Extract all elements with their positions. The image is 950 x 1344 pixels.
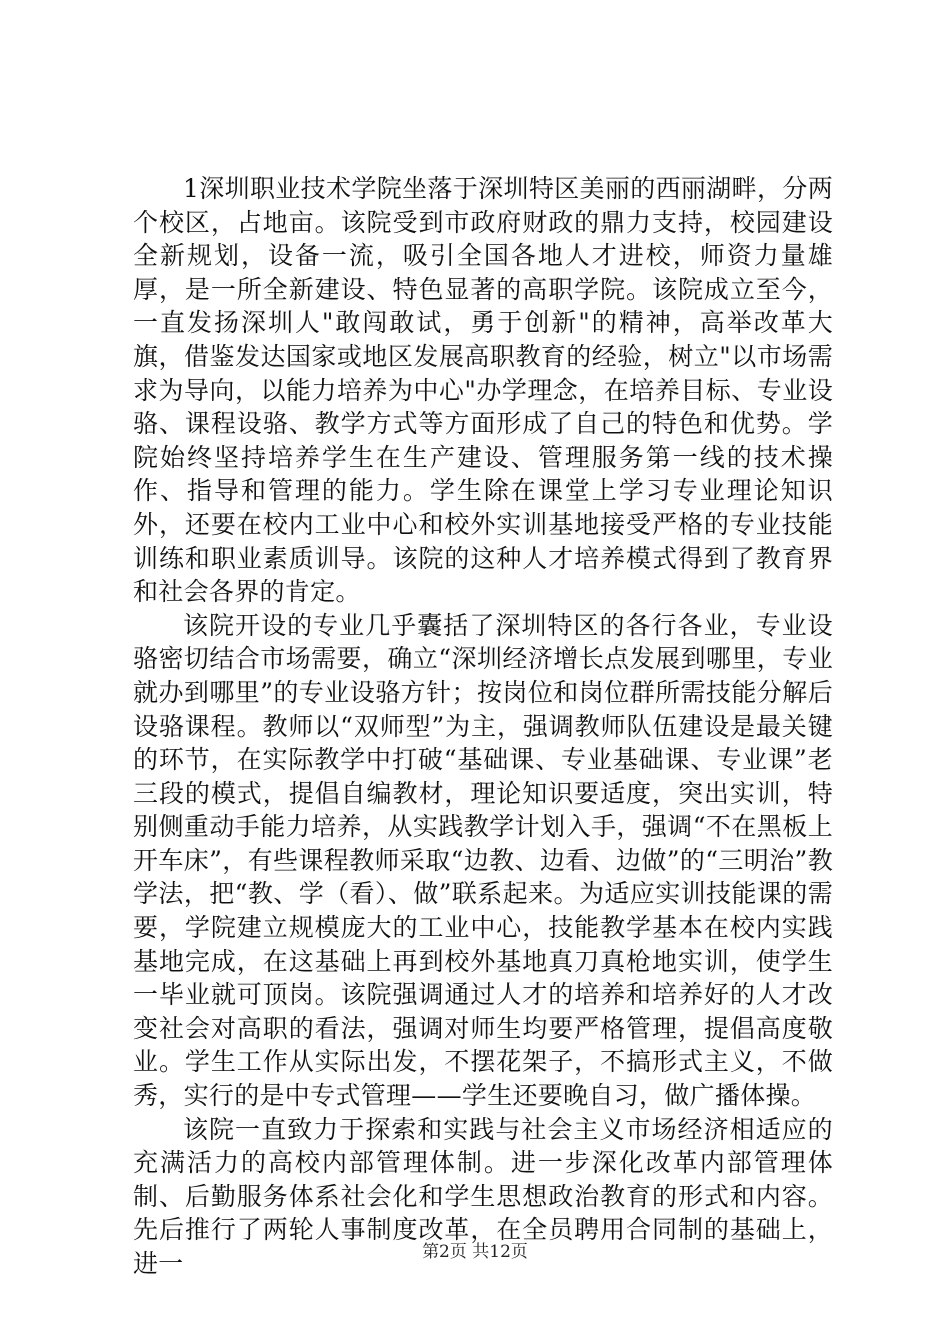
page-number-footer: 第2页 共12页 xyxy=(422,1242,528,1262)
document-body xyxy=(133,172,833,1281)
paragraph-3: 该院一直致力于探索和实践与社会主义市场经济相适应的充满活力的高校内部管理体制。进一步深化改革内部管理体制、后勤服务体系社会化和学生思想政治教育的形式和内容。先后推行了两轮人事制度改革，在全员聘用合同制的基础上，进一 xyxy=(133,1114,833,1278)
paragraph-2: 该院开设的专业几乎囊括了深圳特区的各行各业，专业设骆密切结合市场需要，确立“深圳经济增长点发展到哪里，专业就办到哪里”的专业设骆方针；按岗位和岗位群所需技能分解后设骆课程。教师以“双师型”为主，强调教师队伍建设是最关键的环节，在实际教学中打破“基础课、专业基础课、专业课”老三段的模式，提倡自编教材，理论知识要适度，突出实训，特别侧重动手能力培养，从实践教学计划入手，强调“不在黑板上开车床”，有些课程教师采取“边教、边看、边做”的“三明治”教学法，把“教、学（看）、做”联系起来。为适应实训技能课的需要，学院建立规模庞大的工业中心，技能教学基本在校内实践基地完成，在这基础上再到校外基地真刀真枪地实训，使学生一毕业就可顶岗。该院强调通过人才的培养和培养好的人才改变社会对高职的看法，强调对师生均要严格管理，提倡高度敬业。学生工作从实际出发，不摆花架子，不搞形式主义，不做秀，实行的是中专式管理——学生还要晚自习，做广播体操。 xyxy=(133,610,833,1111)
paragraph-1: 1深圳职业技术学院坐落于深圳特区美丽的西丽湖畔，分两个校区，占地亩。该院受到市政府财政的鼎力支持，校园建设全新规划，设备一流，吸引全国各地人才进校，师资力量雄厚，是一所全新建设、特色显著的高职学院。该院成立至今，一直发扬深圳人"敢闯敢试，勇于创新"的精神，高举改革大旗，借鉴发达国家或地区发展高职教育的经验，树立"以市场需求为导向，以能力培养为中心"办学理念，在培养目标、专业设骆、课程设骆、教学方式等方面形成了自己的特色和优势。学院始终坚持培养学生在生产建设、管理服务第一线的技术操作、指导和管理的能力。学生除在课堂上学习专业理论知识外，还要在校内工业中心和校外实训基地接受严格的专业技能训练和职业素质训导。该院的这种人才培养模式得到了教育界和社会各界的肯定。 xyxy=(133,174,833,607)
